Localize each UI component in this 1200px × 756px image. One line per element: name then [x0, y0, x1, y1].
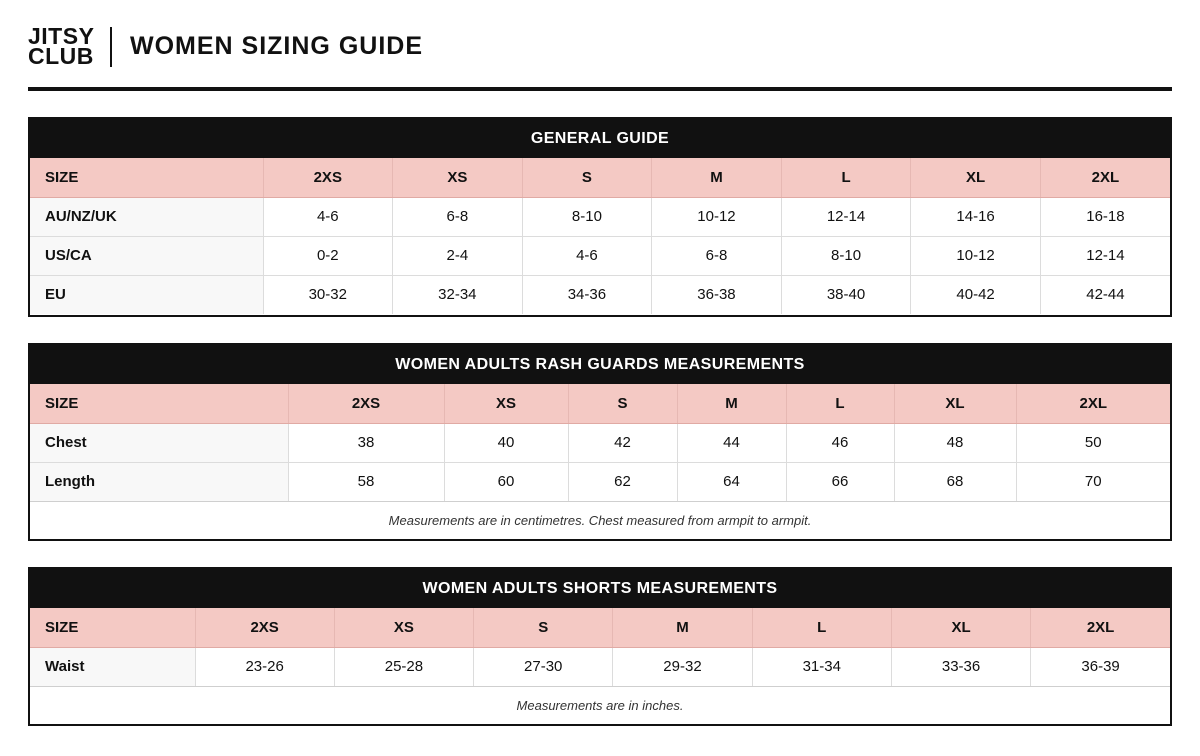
size-2xs-header: 2XS	[195, 608, 334, 647]
table-cell: 25-28	[334, 647, 473, 686]
general-guide-title: GENERAL GUIDE	[30, 119, 1170, 158]
shorts-note: Measurements are in inches.	[30, 686, 1170, 724]
row-label: EU	[30, 275, 263, 314]
table-cell: 4-6	[263, 197, 393, 236]
table-cell: 8-10	[781, 236, 911, 275]
table-cell: 12-14	[1040, 236, 1170, 275]
table-cell: 10-12	[911, 236, 1041, 275]
shorts-title: WOMEN ADULTS SHORTS MEASUREMENTS	[30, 569, 1170, 608]
table-cell: 64	[677, 462, 786, 501]
table-cell: 27-30	[474, 647, 613, 686]
table-cell: 60	[444, 462, 568, 501]
rash-guards-table	[30, 384, 1170, 501]
general-guide-table	[30, 158, 1170, 314]
row-label: Waist	[30, 647, 195, 686]
table-cell: 36-38	[652, 275, 782, 314]
table-cell: 33-36	[891, 647, 1030, 686]
table-cell: 70	[1084, 473, 1102, 491]
table-cell: 40	[444, 423, 568, 462]
table-cell: 10-12	[652, 197, 782, 236]
table-cell: 8-10	[522, 197, 652, 236]
size-xs-header: XS	[334, 608, 473, 647]
row-label: US/CA	[30, 236, 263, 275]
size-m-header: M	[677, 384, 786, 423]
table-cell: 0-2	[263, 236, 393, 275]
table-cell: 2-4	[393, 236, 523, 275]
table-cell: 42	[568, 423, 677, 462]
size-s-header: S	[568, 384, 677, 423]
brand-logo	[28, 23, 95, 69]
size-header-row	[30, 384, 1170, 423]
row-label: Length	[30, 462, 288, 501]
table-cell: 48	[894, 423, 1016, 462]
table-cell: 46	[786, 423, 894, 462]
table-row	[30, 423, 1170, 462]
size-2xl-header: 2XL	[1016, 384, 1170, 423]
size-2xs-header: 2XS	[263, 158, 393, 197]
rash-guards-section	[28, 343, 1172, 541]
table-row	[30, 197, 1170, 236]
table-cell: 12-14	[781, 197, 911, 236]
size-header-row	[30, 608, 1170, 647]
size-m-header: M	[652, 158, 782, 197]
table-row	[30, 462, 1170, 501]
table-cell: 23-26	[195, 647, 334, 686]
logo-line-1: JITSY	[28, 23, 95, 49]
table-row	[30, 236, 1170, 275]
row-label: AU/NZ/UK	[30, 197, 263, 236]
table-cell: 38	[288, 423, 444, 462]
table-cell: 44	[677, 423, 786, 462]
shorts-table	[30, 608, 1170, 686]
table-cell: 58	[288, 462, 444, 501]
size-xs-header: XS	[444, 384, 568, 423]
logo-line-2: CLUB	[28, 43, 94, 69]
table-cell: 29-32	[613, 647, 752, 686]
logo-divider	[110, 27, 112, 67]
table-cell: 14-16	[911, 197, 1041, 236]
table-cell: 68	[894, 462, 1016, 501]
size-2xl-header: 2XL	[1040, 158, 1170, 197]
table-cell: 30-32	[263, 275, 393, 314]
size-l-header: L	[752, 608, 891, 647]
table-cell: 4-6	[522, 236, 652, 275]
table-cell: 6-8	[393, 197, 523, 236]
general-guide-section	[28, 117, 1172, 317]
size-l-header: L	[786, 384, 894, 423]
size-header-row	[30, 158, 1170, 197]
size-2xs-header: 2XS	[288, 384, 444, 423]
table-cell: 34-36	[522, 275, 652, 314]
size-l-header: L	[781, 158, 911, 197]
table-cell: 32-34	[393, 275, 523, 314]
shorts-section	[28, 567, 1172, 726]
rash-guards-title: WOMEN ADULTS RASH GUARDS MEASUREMENTS	[30, 345, 1170, 384]
size-header: SIZE	[30, 608, 195, 647]
page-title: WOMEN SIZING GUIDE	[130, 32, 423, 60]
header-rule	[28, 87, 1172, 91]
row-label: Chest	[30, 423, 288, 462]
size-xl-header: XL	[894, 384, 1016, 423]
size-m-header: M	[613, 608, 752, 647]
size-2xl-header: 2XL	[1031, 608, 1170, 647]
table-cell: 62	[568, 462, 677, 501]
size-header: SIZE	[30, 384, 288, 423]
size-s-header: S	[522, 158, 652, 197]
table-cell: 31-34	[752, 647, 891, 686]
table-row	[30, 275, 1170, 314]
table-cell: 16-18	[1040, 197, 1170, 236]
size-xs-header: XS	[393, 158, 523, 197]
table-cell: 66	[786, 462, 894, 501]
size-header: SIZE	[30, 158, 263, 197]
page-header	[28, 24, 1172, 92]
table-cell: 36-39	[1081, 658, 1120, 676]
size-xl-header: XL	[911, 158, 1041, 197]
table-cell: 38-40	[781, 275, 911, 314]
table-cell: 40-42	[911, 275, 1041, 314]
rash-guards-note: Measurements are in centimetres. Chest measured from armpit to armpit.	[30, 501, 1170, 539]
size-xl-header: XL	[891, 608, 1030, 647]
table-cell: 42-44	[1086, 286, 1125, 304]
table-cell: 50	[1016, 423, 1170, 462]
table-cell: 6-8	[652, 236, 782, 275]
table-row	[30, 647, 1170, 686]
size-s-header: S	[474, 608, 613, 647]
